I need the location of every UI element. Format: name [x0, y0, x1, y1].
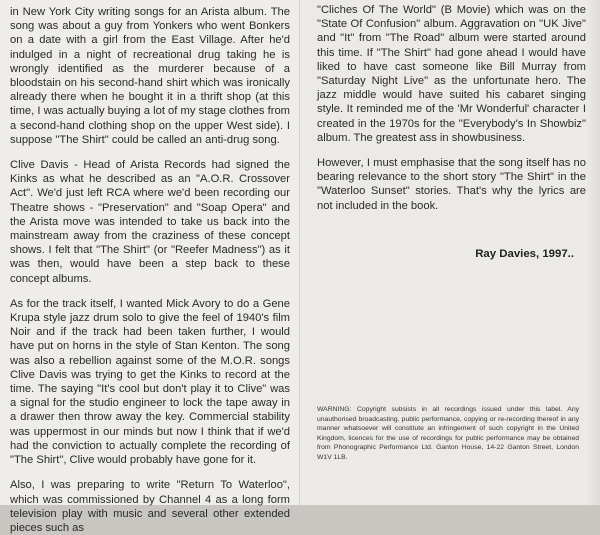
left-paragraph-2: Clive Davis - Head of Arista Records had signed the Kinks as what he described as an "A.O.R. Crossover Act". We'd just left RCA where we'd been recording our Theatre shows - "Preservation" and "Soap Opera" and the Arista move was intended to take us back into the mainstream away from the craziness of these concept shows. I felt that "The Shirt" (or "Reefer Madness") as it was then, would have been a step back to these concept albums. — [10, 159, 290, 285]
copyright-warning: WARNING: Copyright subsists in all recordings issued under this label. Any unauthorised broadcasting, public performance, copying or re-recording thereof in any manner whatsoever will constitute an infringement of such copyright in the United Kingdom, licences for the use of recordings for public performance may be obtained from Phonographic Performance Ltd. Ganton House, 14-22 Ganton Street, London W1V 1LB. — [317, 406, 579, 461]
left-paragraph-3: As for the track itself, I wanted Mick Avory to do a Gene Krupa style jazz drum solo to give the feel of 1940's film Noir and if the track had been taken further, I would have put on horns in the style of Stan Kenton. The song was also a rebellion against some of the M.O.R. songs Clive Davis was trying to get the Kinks to record at the time. The saying "It's cool but don't play it to Clive" was a signal for the studio engineer to lock the tape away in a drawer then throw away the key. Commercial stability was uppermost in our minds but now I think that if we'd had the conviction to actually complete the recording of "The Shirt", Clive would probably have gone for it. — [10, 297, 290, 467]
left-paragraph-4: Also, I was preparing to write "Return To Waterloo", which was commissioned by Channel 4 as a long form television play with music and several other extended pieces such as — [10, 479, 290, 534]
author-signature: Ray Davies, 1997.. — [475, 248, 574, 260]
right-paragraph-2: However, I must emphasise that the song itself has no bearing relevance to the short story "The Shirt" in the "Waterloo Sunset" stories. That's why the lyrics are not included in the book. — [317, 157, 586, 212]
left-paragraph-1: in New York City writing songs for an Arista album. The song was about a guy from Yonkers who went Bonkers on a date with a girl from the East Village. After he'd indulged in a night of recreational drug taking he is wrongly identified as the murderer because of a bloodstain on his second-hand shirt which was ironically already there when he bought it in a thrift shop (at this time, I was actually buying a lot of my stage clothes from a second-hand clothing shop on the upper West side). I suppose "The Shirt" could be called an anti-drug song. — [10, 6, 290, 146]
page-edge-shadow — [586, 0, 600, 505]
right-paragraph-1: "Cliches Of The World" (B Movie) which was on the "State Of Confusion" album. Aggravation on "UK Jive" and "It" from "The Road" album were started around this time. If "The Shirt" had gone ahead I would have liked to have cast someone like Bill Murray from "Saturday Night Live" as the unfortunate hero. The jazz middle would have suited his cabaret singing style. It reminded me of the 'Mr Wonderful' character I created in the 1970s for the "Everybody's In Showbiz" album. The greatest ass in showbusiness. — [317, 4, 586, 144]
left-page — [0, 0, 300, 534]
